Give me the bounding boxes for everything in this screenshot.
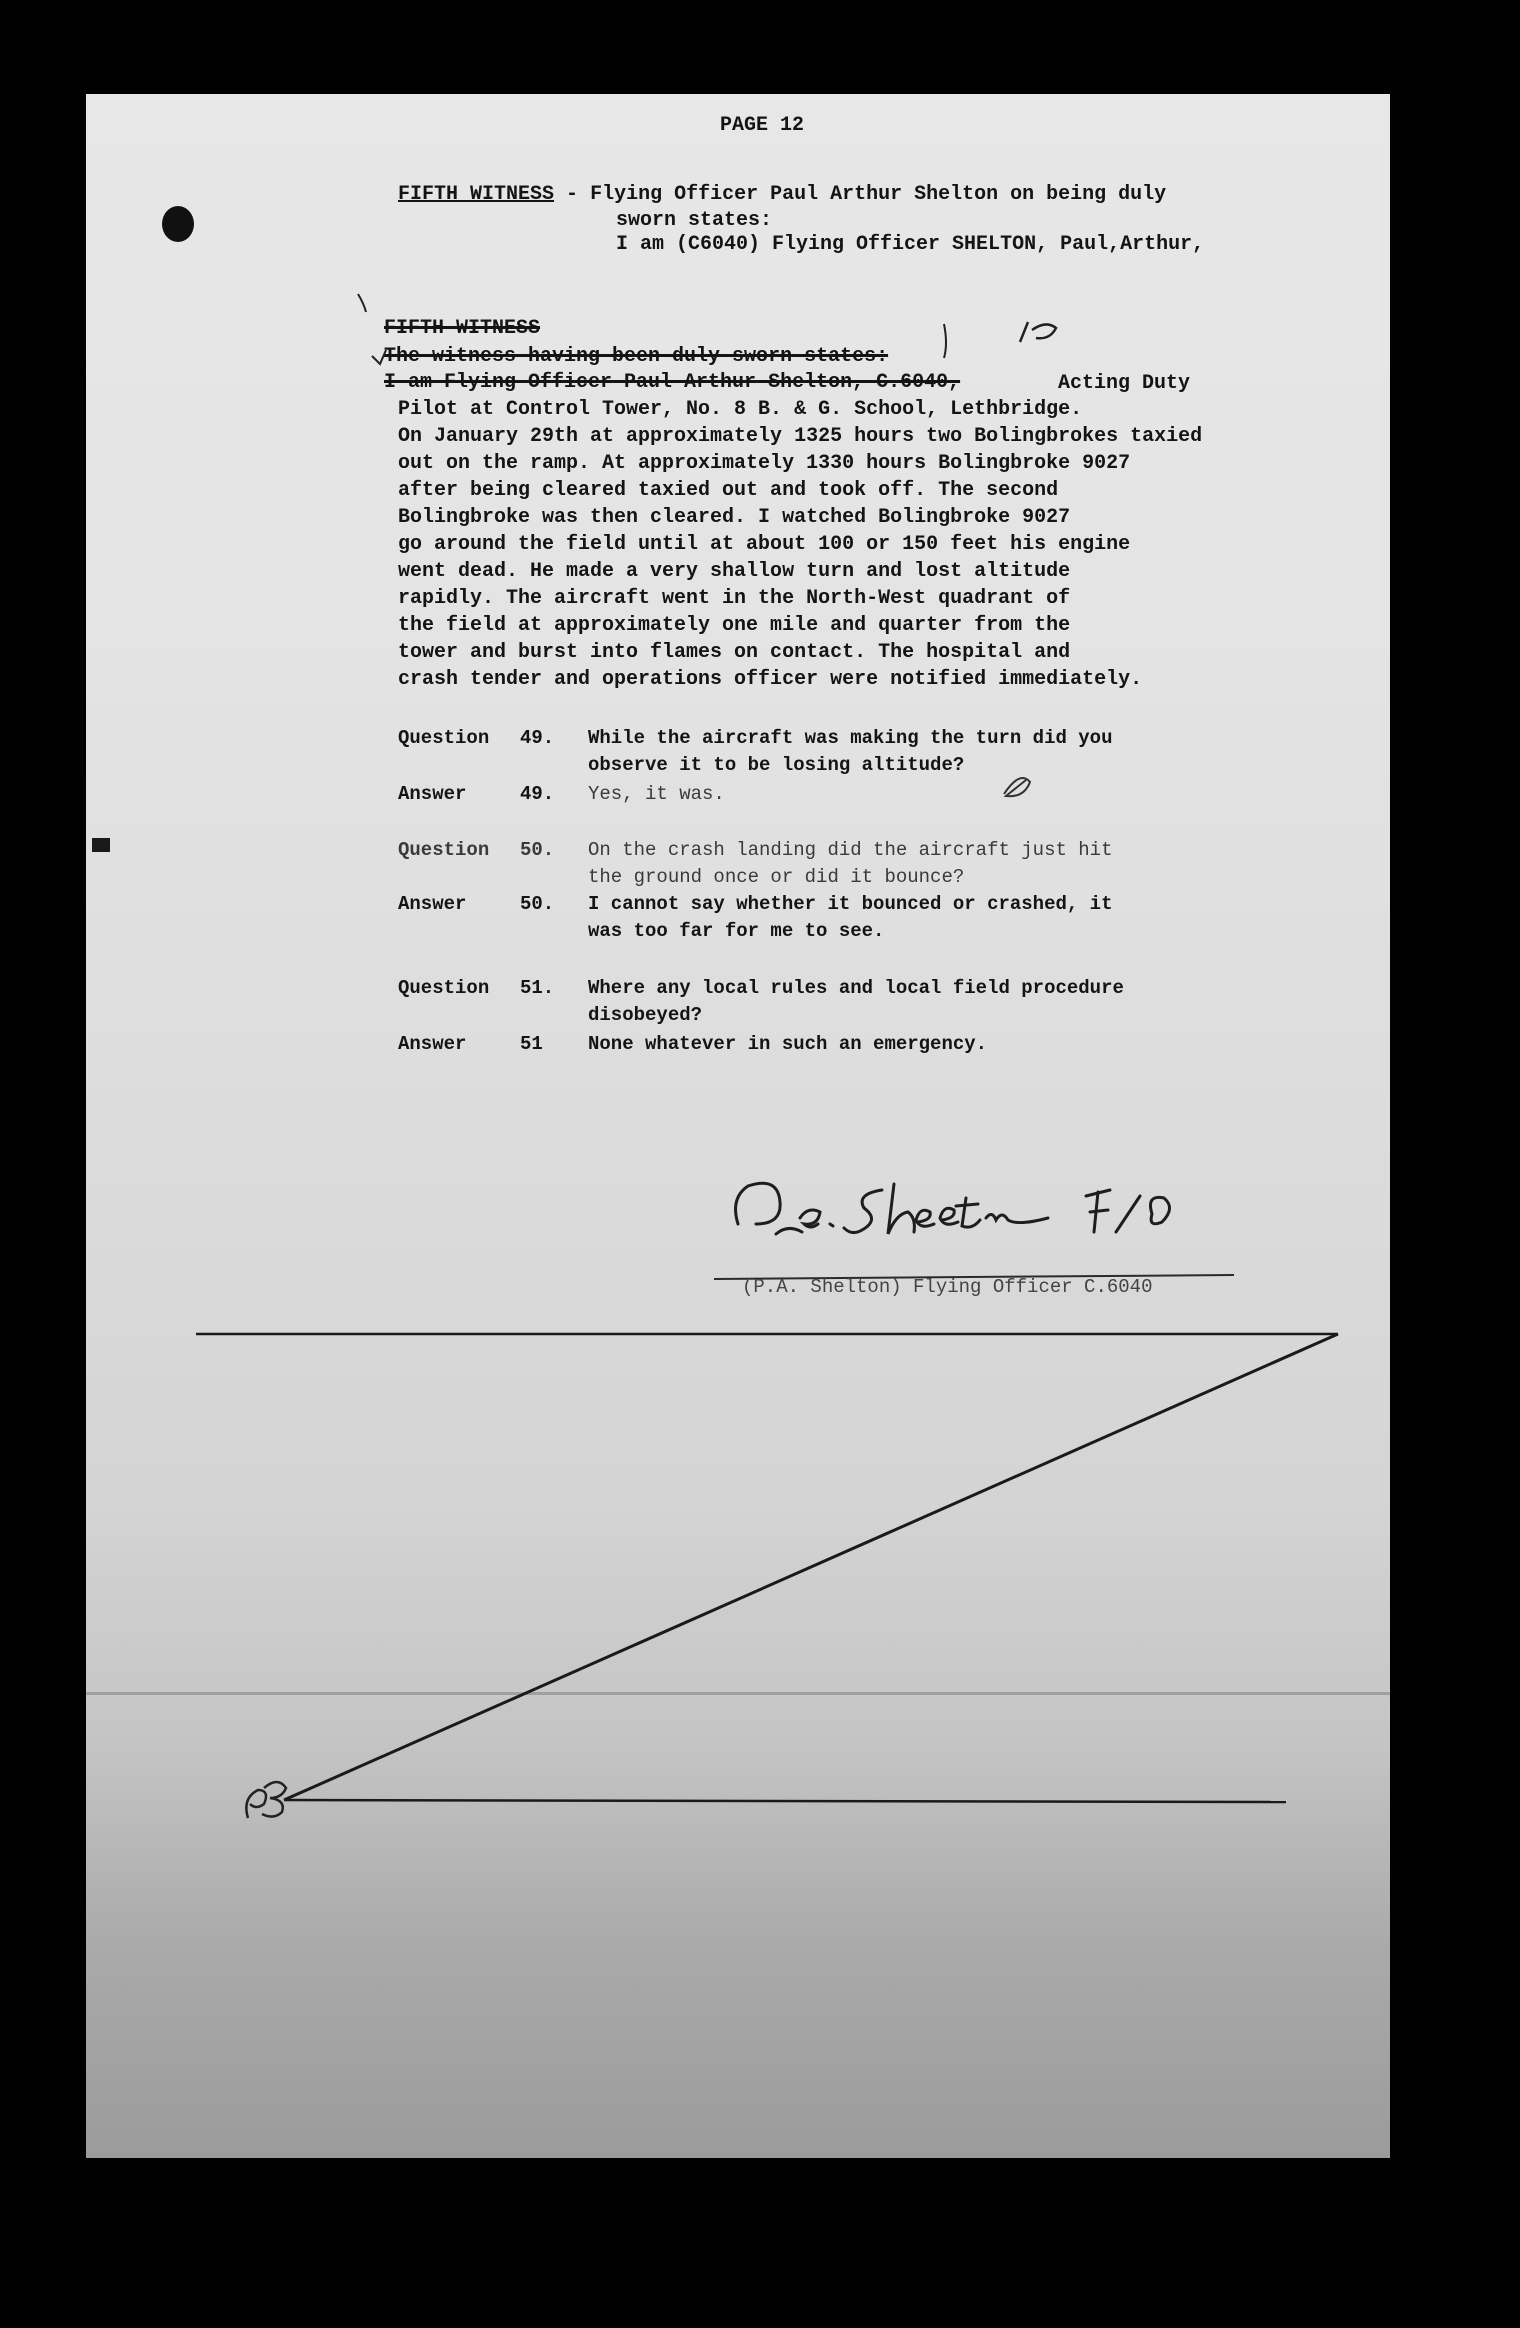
- statement-line: go around the field until at about 100 or 150 feet his engine: [398, 533, 1131, 556]
- answer-number: 49.: [520, 783, 555, 805]
- struck-witness-name: I am Flying Officer Paul Arthur Shelton, C.6040,: [384, 371, 961, 394]
- statement-line: out on the ramp. At approximately 1330 hours Bolingbroke 9027: [398, 452, 1131, 475]
- answer-number: 51: [520, 1033, 543, 1055]
- statement-line: went dead. He made a very shallow turn and lost altitude: [398, 560, 1071, 583]
- statement-line: after being cleared taxied out and took off. The second: [398, 479, 1059, 502]
- question-number: 50.: [520, 839, 555, 861]
- handwritten-initial-mark: [1020, 322, 1056, 342]
- handwritten-signature: [736, 1183, 1170, 1234]
- struck-witness-sworn: The witness having been duly sworn states:: [384, 345, 889, 368]
- statement-line: rapidly. The aircraft went in the North-West quadrant of: [398, 587, 1071, 610]
- struck-witness-label: FIFTH WITNESS: [384, 317, 541, 340]
- scan-artifact: [92, 838, 110, 852]
- signature-caption: (P.A. Shelton) Flying Officer C.6040: [742, 1276, 1153, 1298]
- statement-line: Pilot at Control Tower, No. 8 B. & G. School, Lethbridge.: [398, 398, 1083, 421]
- paper-sheet: [86, 94, 1390, 2158]
- question-text-line: On the crash landing did the aircraft just hit: [588, 839, 1113, 861]
- handwritten-initial-mark: [1004, 778, 1030, 796]
- question-number: 49.: [520, 727, 555, 749]
- statement-line: On January 29th at approximately 1325 hours two Bolingbrokes taxied: [398, 425, 1203, 448]
- heading-dash: -: [566, 183, 579, 206]
- question-number: 51.: [520, 977, 555, 999]
- question-text-line: the ground once or did it bounce?: [588, 866, 965, 888]
- statement-line: Acting Duty: [1058, 372, 1191, 395]
- statement-line: crash tender and operations officer were notified immediately.: [398, 668, 1143, 691]
- cancel-line-bottom: [284, 1800, 1286, 1802]
- answer-label: Answer: [398, 783, 467, 805]
- question-label: Question: [398, 839, 490, 861]
- answer-label: Answer: [398, 1033, 467, 1055]
- answer-label: Answer: [398, 893, 467, 915]
- question-text-line: disobeyed?: [588, 1004, 703, 1026]
- answer-text-line: was too far for me to see.: [588, 920, 885, 942]
- statement-line: Bolingbroke was then cleared. I watched Bolingbroke 9027: [398, 506, 1071, 529]
- heading-line1-text: Flying Officer Paul Arthur Shelton on being duly: [590, 183, 1167, 206]
- question-text-line: Where any local rules and local field procedure: [588, 977, 1124, 999]
- answer-text-line: None whatever in such an emergency.: [588, 1033, 988, 1055]
- witness-heading-line-2: sworn states:: [616, 209, 773, 232]
- question-text-line: observe it to be losing altitude?: [588, 754, 965, 776]
- handwritten-tick: [944, 324, 946, 358]
- marginal-initials: [246, 1782, 286, 1818]
- page-number: PAGE 12: [720, 114, 805, 137]
- statement-line: the field at approximately one mile and quarter from the: [398, 614, 1071, 637]
- statement-line: tower and burst into flames on contact. The hospital and: [398, 641, 1071, 664]
- question-text-line: While the aircraft was making the turn did you: [588, 727, 1113, 749]
- question-label: Question: [398, 977, 490, 999]
- answer-number: 50.: [520, 893, 555, 915]
- question-label: Question: [398, 727, 490, 749]
- witness-heading-line-3: I am (C6040) Flying Officer SHELTON, Paul,Arthur,: [616, 233, 1205, 256]
- answer-text-line: I cannot say whether it bounced or crashed, it: [588, 893, 1113, 915]
- margin-check-mark: [372, 350, 386, 364]
- ink-markings: [86, 94, 1390, 2158]
- answer-text-line: Yes, it was.: [588, 783, 725, 805]
- cancel-line-diagonal: [284, 1334, 1338, 1800]
- witness-label: FIFTH WITNESS: [398, 183, 555, 206]
- margin-tick-mark: [358, 294, 366, 312]
